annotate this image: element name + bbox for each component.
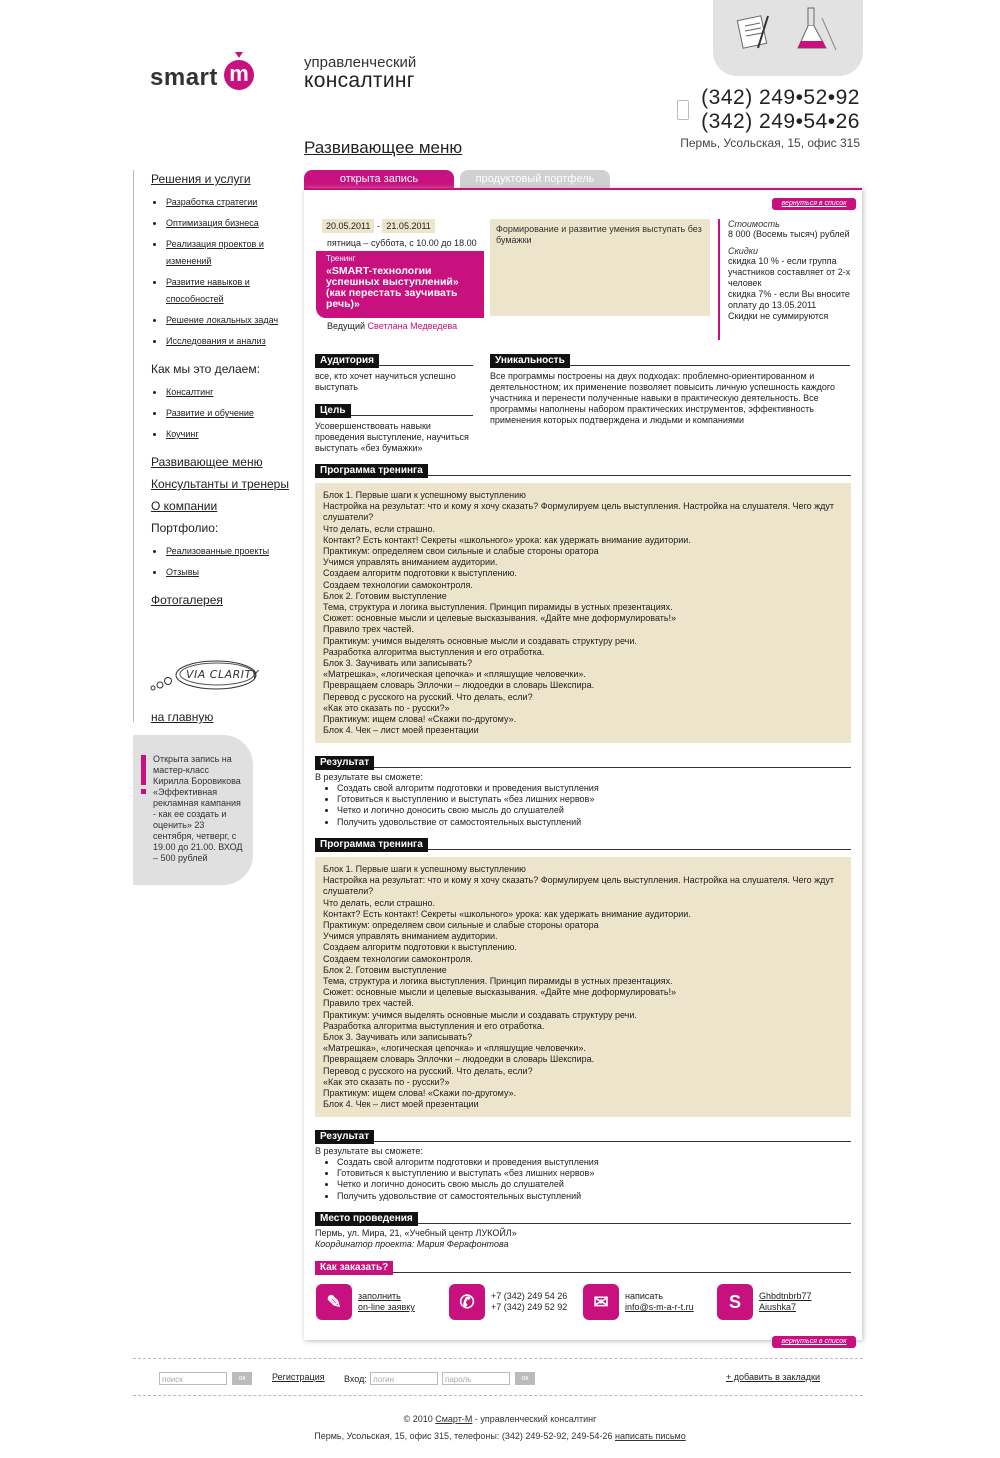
- program-line: Практикум: учимся выделять основные мысли и создавать структуру речи.: [323, 1009, 637, 1020]
- logo-m: m: [224, 60, 254, 90]
- uniqueness-label: Уникальность: [490, 354, 570, 368]
- program-line: Сюжет: основные мысли и целевые высказывания. «Дайте мне доформулировать!»: [323, 613, 677, 624]
- order-phone-1: +7 (342) 249 54 26: [491, 1291, 568, 1301]
- tab-product-portfolio[interactable]: продуктовый портфель: [460, 170, 610, 188]
- program-line: Учимся управлять вниманием аудитории.: [323, 931, 498, 942]
- sidebar-link-menu[interactable]: Развивающее меню: [151, 455, 263, 469]
- bookmark-link[interactable]: + добавить в закладки: [726, 1372, 821, 1382]
- footer-contacts: [0, 1431, 1000, 1441]
- sidebar-item: [151, 405, 296, 422]
- sidebar-list-how: [151, 384, 296, 443]
- logo[interactable]: [150, 50, 260, 100]
- goal-text: Формирование и развитие умения выступать без бумажки: [496, 224, 702, 245]
- training-dates: [322, 221, 435, 231]
- program-line: Настройка на результат: что и кому я хочу сказать? Формулируем цель выступления. Настройка на слушателя. Чего ждут слушатели?: [323, 875, 835, 897]
- form-icon: ✎: [316, 1284, 352, 1320]
- exclamation-icon: [141, 755, 146, 785]
- page-title[interactable]: Развивающее меню: [304, 138, 463, 157]
- sidebar-link-projects[interactable]: Реализация проектов и изменений: [166, 239, 264, 266]
- training-title-box: [316, 251, 484, 318]
- program-line: Практикум: определяем свои сильные и слабые стороны оратора: [323, 546, 599, 557]
- order-section: [315, 1257, 851, 1273]
- sidebar-item: [151, 384, 296, 401]
- training-lead: [327, 321, 457, 331]
- discount-text: скидка 10 % - если группа участников составляет от 2-х человек скидка 7% - если Вы вносите оплату до 13.05.2011 Скидки не суммируются: [728, 256, 851, 321]
- aim-header: [315, 400, 473, 416]
- sidebar-item: [151, 236, 296, 270]
- order-phone[interactable]: [449, 1284, 567, 1320]
- sidebar-section-how: Как мы это делаем:: [151, 362, 260, 376]
- order-mail[interactable]: [583, 1284, 694, 1320]
- cost-label: Стоимость: [728, 219, 780, 229]
- aim-text: Усовершенствовать навыки проведения выступление, научиться выступать «без бумажки»: [315, 421, 469, 453]
- login-ok-button[interactable]: ок: [515, 1372, 535, 1385]
- program-header: [315, 834, 851, 850]
- result-item: • Четко и логично доносить свою мысль до слушателей: [337, 1179, 851, 1190]
- result-section-2: [315, 1126, 851, 1202]
- result-section-1: [315, 752, 851, 828]
- cost-box: [718, 219, 855, 340]
- copyright-pre: © 2010: [403, 1414, 433, 1424]
- result-item: • Готовиться к выступлению и выступать «без лишних нервов»: [337, 1168, 851, 1179]
- sidebar: [151, 172, 296, 615]
- aim-label: Цель: [315, 404, 351, 418]
- result-label: Результат: [315, 1130, 374, 1144]
- sidebar-link-home[interactable]: на главную: [151, 710, 214, 724]
- search-ok-button[interactable]: ок: [232, 1372, 252, 1385]
- program-line: Что делать, если страшно.: [323, 897, 435, 908]
- copyright-post: - управленческий консалтинг: [474, 1414, 597, 1424]
- tab-open-registration[interactable]: открыта запись: [304, 170, 454, 188]
- program-line: Блок 2. Готовим выступление: [323, 964, 447, 975]
- audience-label: Аудитория: [315, 354, 379, 368]
- header-icons-box: [713, 0, 863, 76]
- sidebar-item: [151, 274, 296, 308]
- order-form-link-1[interactable]: заполнить: [358, 1291, 401, 1301]
- order-skype-2[interactable]: Aiushka7: [759, 1302, 797, 1312]
- program-line: Блок 3. Заучивать или записывать?: [323, 658, 473, 669]
- order-phone-2: +7 (342) 249 52 92: [491, 1302, 568, 1312]
- document-icon: [737, 16, 768, 48]
- sidebar-item: [151, 426, 296, 443]
- result-list: [315, 1157, 851, 1202]
- program-line: Создаем технологии самоконтроля.: [323, 579, 473, 590]
- copyright: [0, 1414, 1000, 1424]
- program-line: Создаем алгоритм подготовки к выступлению.: [323, 568, 517, 579]
- program-line: Правило трех частей.: [323, 998, 414, 1009]
- order-mail-link[interactable]: info@s-m-a-r-t.ru: [625, 1302, 694, 1312]
- program-section-2: [315, 834, 851, 1117]
- exclamation-dot: [141, 789, 146, 794]
- coordinator: Координатор проекта: Мария Ферафонтова: [315, 1239, 509, 1249]
- sidebar-link-training[interactable]: Развитие и обучение: [166, 408, 254, 418]
- program-line: Блок 1. Первые шаги к успешному выступлению: [323, 864, 526, 874]
- result-item: • Четко и логично доносить свою мысль до слушателей: [337, 805, 851, 816]
- program-line: Блок 1. Первые шаги к успешному выступлению: [323, 490, 526, 500]
- order-phone-text: [491, 1291, 567, 1313]
- sidebar-item: [151, 333, 296, 350]
- promo-text: Открыта запись на мастер-класс Кирилла Боровикова «Эффективная рекламная кампания - как ее создать и оценить» 23 сентября, четверг, с 19.00 до 21.00. ВХОД – 500 рублей: [153, 754, 243, 863]
- via-clarity-text: VIA CLARITY: [186, 668, 259, 681]
- sidebar-link-gallery[interactable]: Фотогалерея: [151, 593, 223, 607]
- sidebar-divider: [133, 170, 134, 722]
- sidebar-link-skills[interactable]: Развитие навыков и способностей: [166, 277, 250, 304]
- audience-section: [315, 350, 473, 393]
- result-item: • Создать свой алгоритм подготовки и проведения выступления: [337, 783, 851, 794]
- header-address: Пермь, Усольская, 15, офис 315: [680, 136, 860, 150]
- sidebar-link-consultants[interactable]: Консультанты и тренеры: [151, 477, 289, 491]
- result-intro: В результате вы сможете:: [315, 772, 423, 782]
- sidebar-item: [151, 215, 296, 232]
- lead-name[interactable]: Светлана Медведева: [367, 321, 458, 331]
- sidebar-section-portfolio: Портфолио:: [151, 521, 219, 535]
- uniqueness-text: Все программы построены на двух подходах: проблемно-ориентированном и деятельностном; их применение позволяет повысить личную успешность каждого участника и перенести полученные навыки в практическую деятельность. Все программы наполнены набором практических инструментов, эффективность применения которых подтверждена и людьми и компаниями: [490, 371, 835, 425]
- phone-handset-icon: ✆: [449, 1284, 485, 1320]
- sidebar-item: [151, 564, 296, 581]
- flask-icon: [798, 8, 836, 50]
- program-line: Контакт? Есть контакт! Секреты «школьного» урока: как удержать внимание аудитории.: [323, 534, 691, 545]
- sidebar-link-realized[interactable]: Реализованные проекты: [166, 546, 270, 556]
- program-header: [315, 460, 851, 476]
- program-line: Создаем технологии самоконтроля.: [323, 953, 473, 964]
- back-to-list-button-top[interactable]: вернуться в список: [772, 198, 856, 210]
- order-form[interactable]: [316, 1284, 415, 1320]
- program-line: Перевод с русского на русский. Что делать, если?: [323, 1065, 533, 1076]
- place-section: [315, 1208, 851, 1250]
- footer-divider-bottom: [133, 1395, 863, 1396]
- program-label: Программа тренинга: [315, 464, 428, 478]
- promo-box[interactable]: [133, 735, 253, 885]
- training-kind: Тренинг: [326, 254, 356, 263]
- register-link[interactable]: Регистрация: [272, 1372, 325, 1382]
- program-line: Создаем алгоритм подготовки к выступлению.: [323, 942, 517, 953]
- order-label: Как заказать?: [315, 1261, 393, 1275]
- program-line: Превращаем словарь Эллочки – людоедки в словарь Шекспира.: [323, 680, 595, 691]
- logo-word: smart: [150, 64, 218, 91]
- sidebar-link-coaching[interactable]: Коучинг: [166, 429, 199, 439]
- tagline-line-1: управленческий: [304, 54, 417, 71]
- sidebar-list-solutions: [151, 194, 296, 350]
- envelope-icon: ✉: [583, 1284, 619, 1320]
- result-header: [315, 752, 851, 768]
- program-line: Блок 4. Чек – лист моей презентации: [323, 1099, 479, 1110]
- lead-label: Ведущий: [327, 321, 366, 331]
- program-text: [315, 857, 851, 1117]
- result-item: • Готовиться к выступлению и выступать «без лишних нервов»: [337, 794, 851, 805]
- cost-value: 8 000 (Восемь тысяч) рублей: [728, 229, 850, 239]
- footer-contacts-text: Пермь, Усольская, 15, офис 315, телефоны: (342) 249-52-92, 249-54-26: [314, 1431, 613, 1441]
- order-header: [315, 1257, 851, 1273]
- program-line: «Как это сказать по - русски?»: [323, 1076, 450, 1087]
- result-header: [315, 1126, 851, 1142]
- sidebar-section-solutions[interactable]: Решения и услуги: [151, 172, 251, 186]
- phone-2: (342) 249•54•26: [701, 110, 860, 133]
- goal-box: [490, 219, 710, 316]
- program-line: Перевод с русского на русский. Что делать, если?: [323, 691, 533, 702]
- result-item: • Получить удовольствие от самостоятельных выступлений: [337, 1191, 851, 1202]
- login-input[interactable]: логин: [370, 1372, 438, 1385]
- result-item: • Получить удовольствие от самостоятельных выступлений: [337, 817, 851, 828]
- logo-triangle: [235, 52, 243, 58]
- write-letter-link[interactable]: написать письмо: [614, 1431, 686, 1441]
- program-line: Тема, структура и логика выступления. Принцип пирамиды в устных презентациях.: [323, 602, 673, 613]
- program-line: Разработка алгоритма выступления и его отработка.: [323, 1020, 545, 1031]
- sidebar-list-portfolio: [151, 543, 296, 581]
- order-mail-1: написать: [625, 1291, 663, 1301]
- program-line: Учимся управлять вниманием аудитории.: [323, 557, 498, 568]
- tagline: [304, 54, 416, 93]
- sidebar-link-consulting[interactable]: Консалтинг: [166, 387, 214, 397]
- program-line: Блок 3. Заучивать или записывать?: [323, 1032, 473, 1043]
- order-form-link-2[interactable]: on-line заявку: [358, 1302, 415, 1312]
- discount-label: Скидки: [728, 246, 758, 256]
- sidebar-link-about[interactable]: О компании: [151, 499, 218, 513]
- result-item: • Создать свой алгоритм подготовки и проведения выступления: [337, 1157, 851, 1168]
- order-skype-text: [759, 1291, 812, 1313]
- program-line: Блок 2. Готовим выступление: [323, 590, 447, 601]
- training-title: «SMART-технологии успешных выступлений» (как перестать заучивать речь)»: [326, 265, 459, 310]
- order-skype-1[interactable]: Ghbdtnbrb77: [759, 1291, 812, 1301]
- place-header: [315, 1208, 851, 1224]
- tagline-line-2: консалтинг: [304, 69, 415, 92]
- program-label: Программа тренинга: [315, 838, 428, 852]
- program-line: Сюжет: основные мысли и целевые высказывания. «Дайте мне доформулировать!»: [323, 987, 677, 998]
- skype-icon: S: [717, 1284, 753, 1320]
- program-line: Превращаем словарь Эллочки – людоедки в словарь Шекспира.: [323, 1054, 595, 1065]
- password-input[interactable]: пароль: [442, 1372, 510, 1385]
- program-line: Практикум: ищем слова! «Скажи по-другому».: [323, 714, 517, 725]
- sidebar-link-reviews[interactable]: Отзывы: [166, 567, 199, 577]
- program-line: Разработка алгоритма выступления и его отработка.: [323, 646, 545, 657]
- program-line: Практикум: определяем свои сильные и слабые стороны оратора: [323, 920, 599, 931]
- sidebar-link-research[interactable]: Исследования и анализ: [166, 336, 266, 346]
- audience-header: [315, 350, 473, 366]
- search-input[interactable]: поиск: [159, 1372, 227, 1385]
- sidebar-link-local-tasks[interactable]: Решение локальных задач: [166, 315, 279, 325]
- program-line: Правило трех частей.: [323, 624, 414, 635]
- program-text: [315, 483, 851, 743]
- program-line: Блок 4. Чек – лист моей презентации: [323, 725, 479, 736]
- sidebar-item: [151, 312, 296, 329]
- back-to-list-button-bottom[interactable]: вернуться в список: [772, 1336, 856, 1348]
- date-from: 20.05.2011: [322, 219, 374, 233]
- place-label: Место проведения: [315, 1212, 418, 1226]
- audience-text: все, кто хочет научиться успешно выступать: [315, 371, 456, 392]
- header-contacts: [670, 86, 860, 150]
- uniqueness-header: [490, 350, 850, 366]
- login-label: Вход:: [344, 1374, 367, 1384]
- sidebar-link-optimization[interactable]: Оптимизация бизнеса: [166, 218, 259, 228]
- sidebar-link-strategy[interactable]: Разработка стратегии: [166, 197, 258, 207]
- date-to: 21.05.2011: [382, 219, 434, 233]
- aim-section: [315, 400, 473, 454]
- sidebar-item: [151, 543, 296, 560]
- company-link[interactable]: Смарт-М: [435, 1414, 473, 1424]
- uniqueness-section: [490, 350, 850, 426]
- sidebar-item: [151, 194, 296, 211]
- result-list: [315, 783, 851, 828]
- program-section-1: [315, 460, 851, 743]
- order-mail-text: [625, 1291, 694, 1313]
- program-line: Контакт? Есть контакт! Секреты «школьного» урока: как удержать внимание аудитории.: [323, 908, 691, 919]
- order-skype[interactable]: [717, 1284, 812, 1320]
- via-clarity-logo[interactable]: [150, 658, 260, 694]
- program-line: Практикум: учимся выделять основные мысли и создавать структуру речи.: [323, 635, 637, 646]
- place-text: Пермь, ул. Мира, 21, «Учебный центр ЛУКОЙЛ»: [315, 1228, 517, 1238]
- program-line: «Как это сказать по - русски?»: [323, 702, 450, 713]
- program-line: Настройка на результат: что и кому я хочу сказать? Формулируем цель выступления. Настройка на слушателя. Чего ждут слушатели?: [323, 501, 835, 523]
- training-days: пятница – суббота, с 10.00 до 18.00: [327, 238, 477, 248]
- date-separator: -: [376, 221, 380, 231]
- program-line: Практикум: ищем слова! «Скажи по-другому».: [323, 1088, 517, 1099]
- phone-1: (342) 249•52•92: [701, 86, 860, 109]
- result-label: Результат: [315, 756, 374, 770]
- document-flask-icons: [713, 0, 863, 76]
- result-intro: В результате вы сможете:: [315, 1146, 423, 1156]
- program-line: Тема, структура и логика выступления. Принцип пирамиды в устных презентациях.: [323, 976, 673, 987]
- order-form-text: [358, 1291, 415, 1313]
- footer-divider-top: [133, 1358, 863, 1359]
- program-line: Что делать, если страшно.: [323, 523, 435, 534]
- program-line: «Матрешка», «логическая цепочка» и «пляшущие человечки».: [323, 1043, 586, 1054]
- program-line: «Матрешка», «логическая цепочка» и «пляшущие человечки».: [323, 669, 586, 680]
